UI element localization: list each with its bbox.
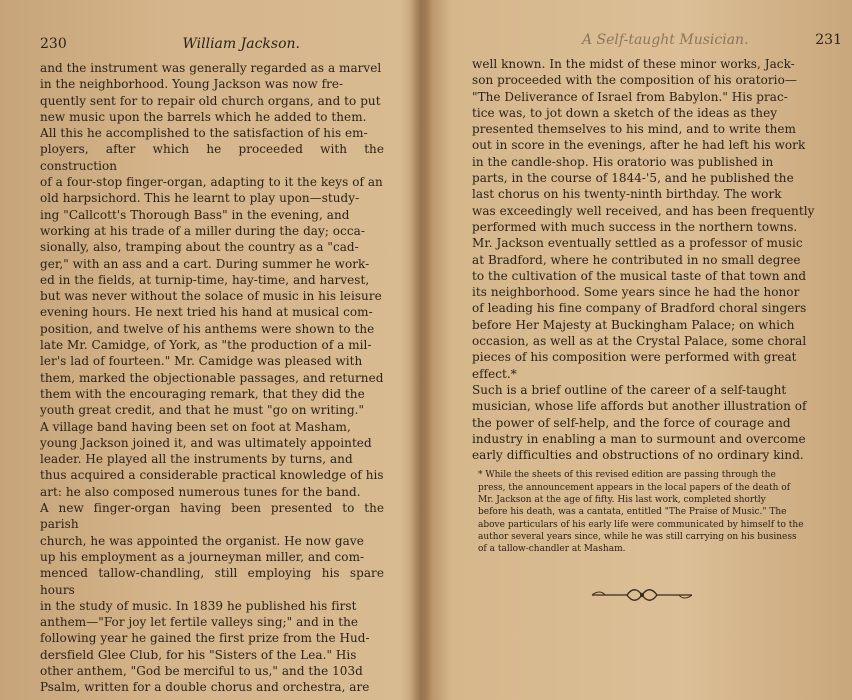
right-page xyxy=(430,0,852,700)
right-page-text: well known. In the midst of these minor works, Jack- son proceeded with the composition of his oratorio— "The Deliverance of Israel from Babylon." His prac- tice was, to jot down a sketch of the ideas as they presented themselves to his mind, and to write them out in score in the evenings, after he had left his work in the candle-shop. His oratorio was published in parts, in the course of 1844-'5, and he published the last chorus on his twenty-ninth birthday. The work was exceedingly well received, and has been frequently performed with much success in the northern towns. Mr. Jackson eventually settled as a professor of music at Bradford, where he contributed in no small degree to the cultivation of the musical taste of that town and its neighborhood. Some years since he had the honor of leading his fine company of Bradford choral singers before Her Majesty at Buckingham Palace; on which occasion, as well as at the Crystal Palace, some choral pieces of his composition were performed with great effect.* Such is a brief outline of the career of a self-taught musician, whose life affords but another illustration of the power of self-help, and the force of courage and industry in enabling a man to surmount and overcome early difficulties and obstructions of no ordinary kind. xyxy=(472,57,815,463)
left-running-title: William Jackson. xyxy=(182,36,300,52)
right-running-title: A Self-taught Musician. xyxy=(582,32,749,48)
left-page xyxy=(0,0,420,700)
left-page-number: 230 xyxy=(40,36,67,52)
left-page-text: and the instrument was generally regarded as a marvel in the neighborhood. Young Jackson was now fre- quently sent for to repair old church organs, and to put new music upon the barrels which he added to them. All this he accomplished to the satisfaction of his em- ployers, after which he proceeded with the construction of a four-stop finger-organ, adapting to it the keys of an old harpsichord. This he learnt to play upon—study- ing "Callcott's Thorough Bass" in the evening, and working at his trade of a miller during the day; occa- sionally, also, tramping about the country as a "cad- ger," with an ass and a cart. During summer he work- ed in the fields, at turnip-time, hay-time, and harvest, but was never without the solace of music in his leisure evening hours. He next tried his hand at musical com- position, and twelve of his anthems were shown to the late Mr. Camidge, of York, as "the production of a mil- ler's lad of fourteen." Mr. Camidge was pleased with them, marked the objectionable passages, and returned them with the encouraging remark, that they did the youth great credit, and that he must "go on writing." A village band having been set on foot at Masham, young Jackson joined it, and was ultimately appointed leader. He played all the instruments by turns, and thus acquired a considerable practical knowledge of his art: he also composed numerous tunes for the band. A new finger-organ having been presented to the parish church, he was appointed the organist. He now gave up his employment as a journeyman miller, and com- menced tallow-chandling, still employing his spare hours in the study of music. In 1839 he published his first anthem—"For joy let fertile valleys sing;" and in the following year he gained the first prize from the Hud- dersfield Glee Club, for his "Sisters of the Lea." His other anthem, "God be merciful to us," and the 103d Psalm, written for a double chorus and orchestra, are xyxy=(40,61,384,695)
right-running-head xyxy=(472,32,842,48)
footnote: * While the sheets of this revised edition are passing through the press, the announcement appears in the local papers of the death of Mr. Jackson at the age of fifty. His last work, completed shortly before his death, was a cantata, entitled "The Praise of Music." The above particulars of his early life were communicated by himself to the author several years since, while he was still carrying on his business of a tallow-chandler at Masham. xyxy=(478,470,804,555)
ornament-icon xyxy=(587,586,697,604)
right-page-number: 231 xyxy=(815,32,842,48)
left-running-head xyxy=(40,36,400,52)
